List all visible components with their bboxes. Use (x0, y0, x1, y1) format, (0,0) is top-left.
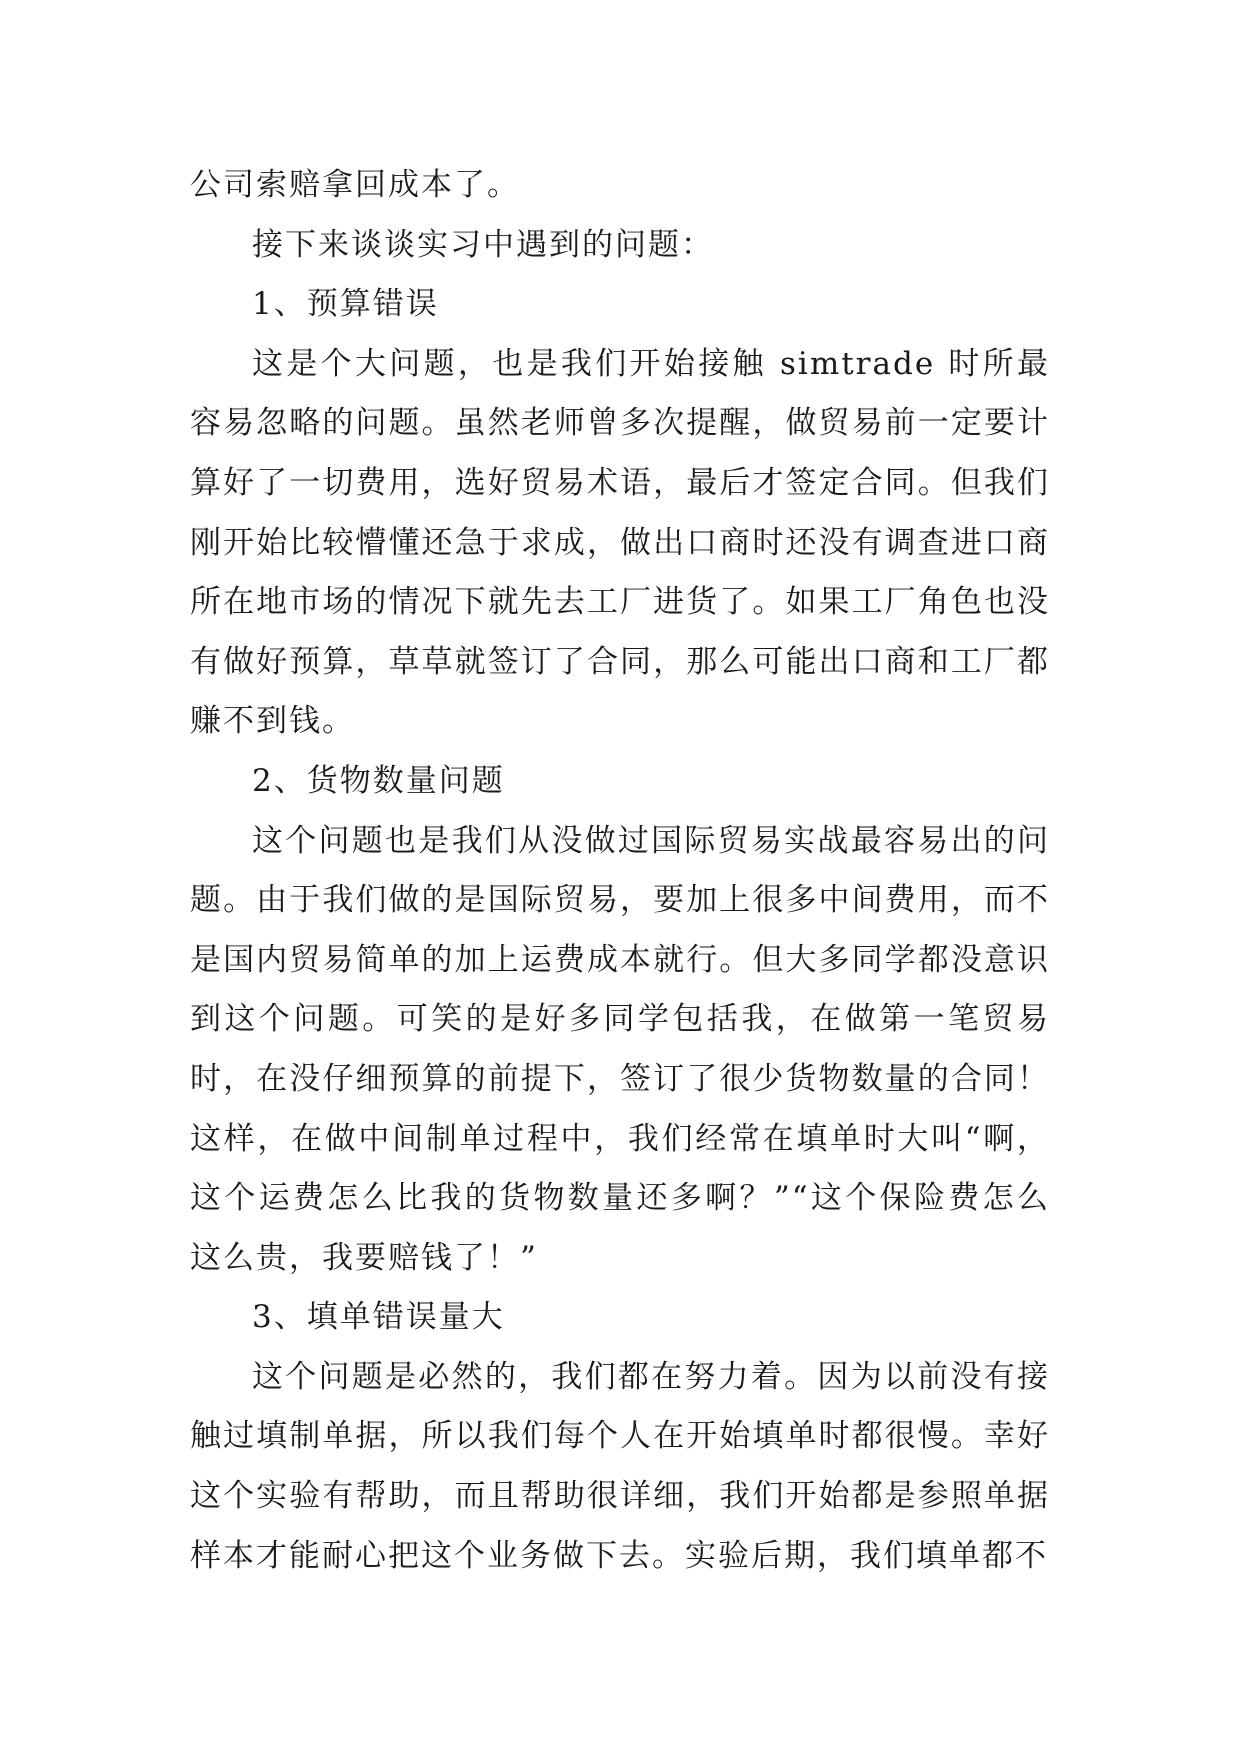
paragraph: 接下来谈谈实习中遇到的问题： (252, 226, 714, 263)
paragraph: 这个问题是必然的，我们都在努力着。因为以前没有接触过填制单据，所以我们每个人在开始填单时都很慢。幸好这个实验有帮助，而且帮助很详细，我们开始都是参照单据样本才能耐心把这个业务做下去。实验后期，我们填单都不 (190, 1358, 1050, 1574)
section-heading: 1、预算错误 (252, 286, 439, 323)
document-body (190, 156, 1050, 1586)
section-heading: 2、货物数量问题 (252, 762, 505, 799)
paragraph: 这个问题也是我们从没做过国际贸易实战最容易出的问题。由于我们做的是国际贸易，要加上很多中间费用，而不是国内贸易简单的加上运费成本就行。但大多同学都没意识到这个问题。可笑的是好多同学包括我，在做第一笔贸易时，在没仔细预算的前提下，签订了很少货物数量的合同！这样，在做中间制单过程中，我们经常在填单时大叫“啊，这个运费怎么比我的货物数量还多啊？”“这个保险费怎么这么贵，我要赔钱了！” (190, 822, 1050, 1276)
section-heading: 3、填单错误量大 (252, 1299, 505, 1336)
paragraph: 这是个大问题，也是我们开始接触 simtrade 时所最容易忽略的问题。虽然老师曾多次提醒，做贸易前一定要计算好了一切费用，选好贸易术语，最后才签定合同。但我们刚开始比较懵懂还急于求成，做出口商时还没有调查进口商所在地市场的情况下就先去工厂进货了。如果工厂角色也没有做好预算，草草就签订了合同，那么可能出口商和工厂都赚不到钱。 (190, 345, 1050, 740)
paragraph: 公司索赔拿回成本了。 (190, 167, 520, 203)
